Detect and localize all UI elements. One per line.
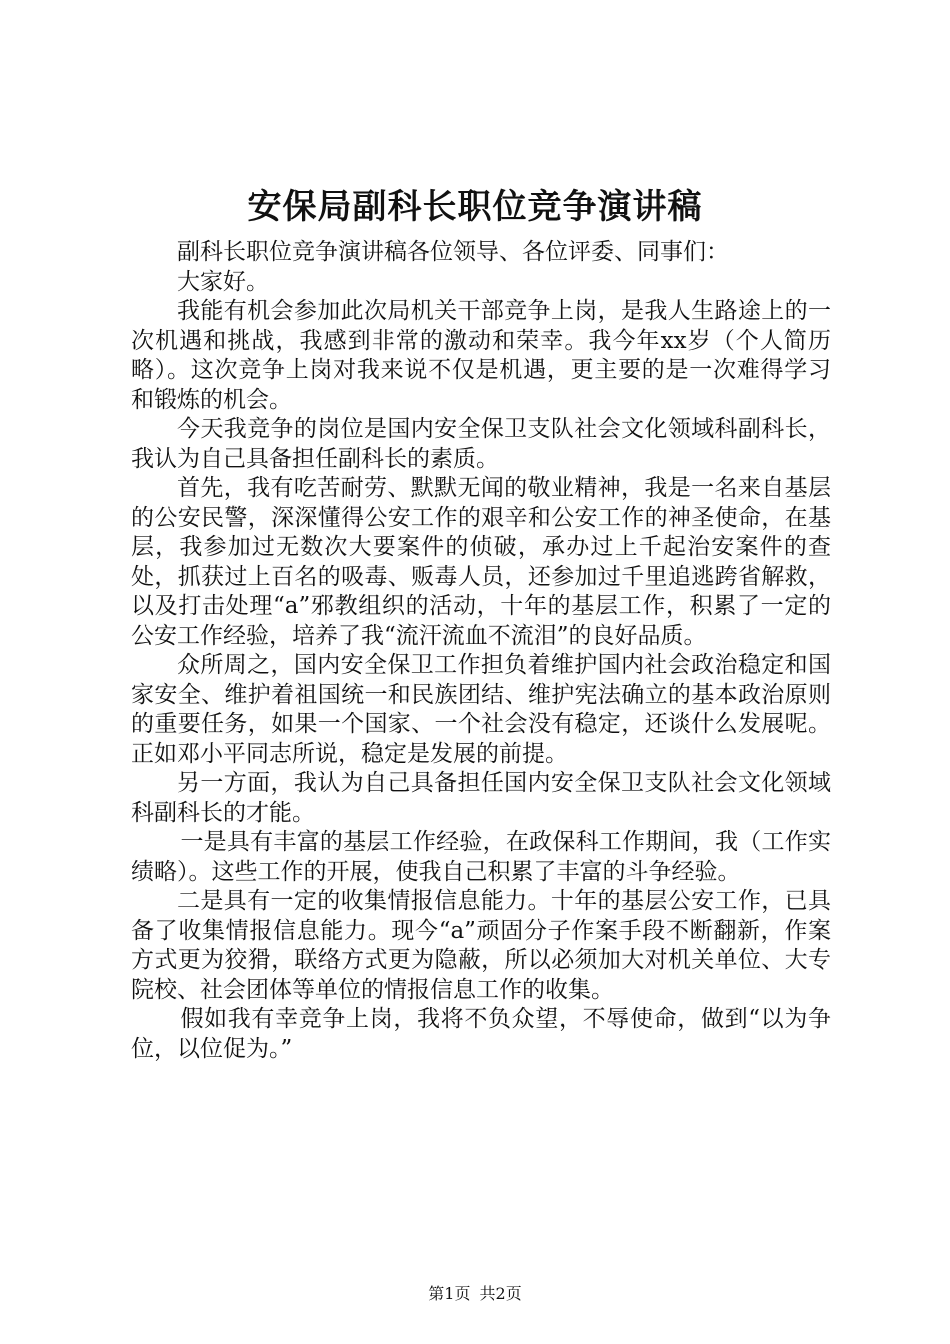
salutation-paragraph: 副科长职位竞争演讲稿各位领导、各位评委、同事们： <box>177 239 729 265</box>
body-paragraph: 一是具有丰富的基层工作经验，在政保科工作期间，我（工作实绩略）。这些工作的开展，使我自己积累了丰富的斗争经验。 <box>131 829 831 885</box>
page-total: 共2页 <box>479 1284 522 1303</box>
body-paragraph: 另一方面，我认为自己具备担任国内安全保卫支队社会文化领域科副科长的才能。 <box>131 770 831 826</box>
body-paragraph: 二是具有一定的收集情报信息能力。十年的基层公安工作，已具备了收集情报信息能力。现今“a”顽固分子作案手段不断翻新，作案方式更为狡猾，联络方式更为隐蔽，所以必须加大对机关单位、大专院校、社会团体等单位的情报信息工作的收集。 <box>131 888 831 1003</box>
closing-paragraph: 假如我有幸竞争上岗，我将不负众望，不辱使命，做到“以为争位，以位促为。” <box>131 1006 831 1062</box>
body-paragraph: 众所周之，国内安全保卫工作担负着维护国内社会政治稳定和国家安全、维护着祖国统一和民族团结、维护宪法确立的基本政治原则的重要任务，如果一个国家、一个社会没有稳定，还谈什么发展呢。正如邓小平同志所说，稳定是发展的前提。 <box>131 652 831 767</box>
body-paragraph: 我能有机会参加此次局机关干部竞争上岗，是我人生路途上的一次机遇和挑战，我感到非常的激动和荣幸。我今年xx岁（个人简历略）。这次竞争上岗对我来说不仅是机遇，更主要的是一次难得学习和锻炼的机会。 <box>131 298 831 413</box>
body-paragraph: 首先，我有吃苦耐劳、默默无闻的敬业精神，我是一名来自基层的公安民警，深深懂得公安工作的艰辛和公安工作的神圣使命，在基层，我参加过无数次大要案件的侦破，承办过上千起治安案件的查处，抓获过上百名的吸毒、贩毒人员，还参加过千里追逃跨省解救，以及打击处理“a”邪教组织的活动，十年的基层工作，积累了一定的公安工作经验，培养了我“流汗流血不流泪”的良好品质。 <box>131 475 831 649</box>
page-footer <box>0 1283 950 1305</box>
greeting-paragraph: 大家好。 <box>177 268 269 295</box>
document-body <box>131 238 831 1064</box>
document-title: 安保局副科长职位竞争演讲稿 <box>247 187 703 227</box>
page-number: 第1页 <box>428 1284 471 1303</box>
body-paragraph: 今天我竞争的岗位是国内安全保卫支队社会文化领域科副科长，我认为自己具备担任副科长的素质。 <box>131 416 831 472</box>
